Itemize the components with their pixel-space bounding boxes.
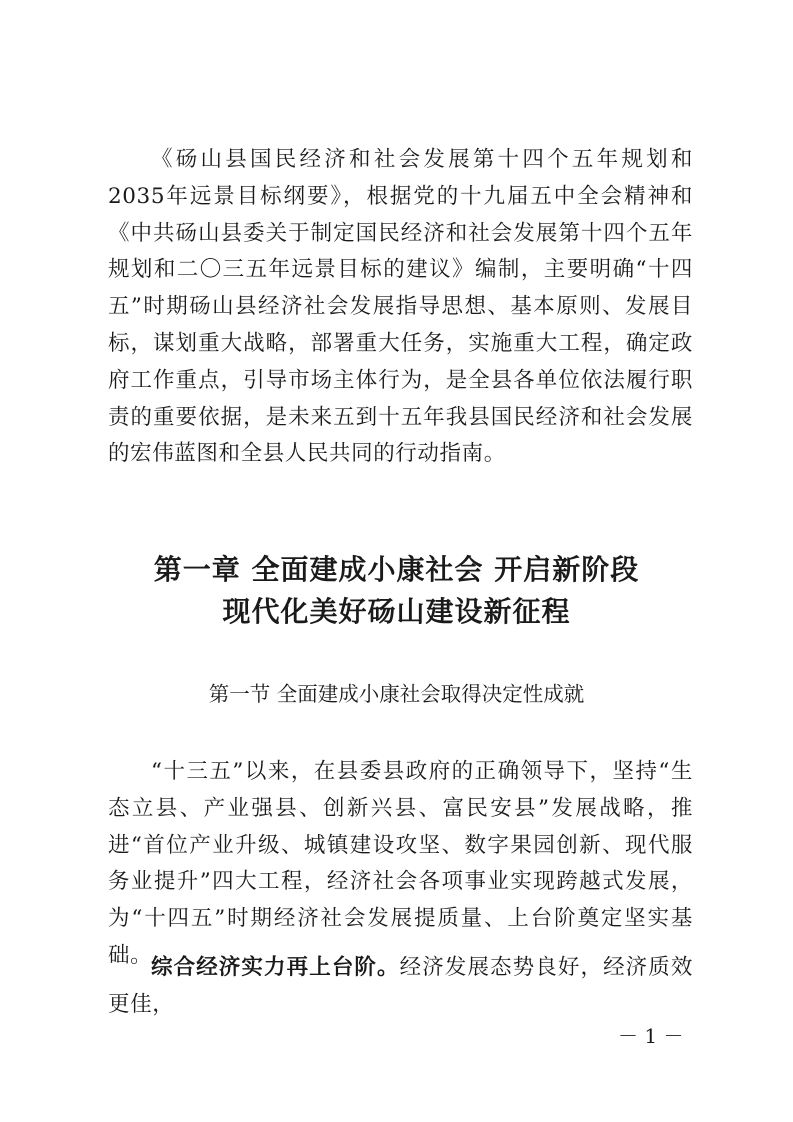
body-paragraph-lead — [108, 950, 693, 1024]
body-paragraph: “十三五”以来，在县委县政府的正确领导下，坚持“生态立县、产业强县、创新兴县、富民安县”发展战略，推进“首位产业升级、城镇建设攻坚、数字果园创新、现代服务业提升”四大工程，经济社会各项事业实现跨越式发展，为“十四五”时期经济社会发展提质量、上台阶奠定坚实基础。 — [108, 759, 693, 968]
section-title: 第一节 全面建成小康社会取得决定性成就 — [208, 682, 585, 706]
lead-rest-text: 经济发展态势良好，经济质效更佳， — [108, 955, 693, 1017]
bold-lead-phrase: 综合经济实力再上台阶。 — [151, 955, 400, 980]
intro-paragraph: 《砀山县国民经济和社会发展第十四个五年规划和2035年远景目标纲要》，根据党的十九届五中全会精神和《中共砀山县委关于制定国民经济和社会发展第十四个五年规划和二〇三五年远景目标的建议》编制，主要明确“十四五”时期砀山县经济社会发展指导思想、基本原则、发展目标，谋划重大战略，部署重大任务，实施重大工程，确定政府工作重点，引导市场主体行为，是全县各单位依法履行职责的重要依据，是未来五到十五年我县国民经济和社会发展的宏伟蓝图和全县人民共同的行动指南。 — [108, 147, 693, 467]
page-number: － 1 － — [618, 1024, 684, 1048]
chapter-title-line-2: 现代化美好砀山建设新征程 — [222, 595, 571, 628]
chapter-title-line-1: 第一章 全面建成小康社会 开启新阶段 — [153, 553, 640, 586]
